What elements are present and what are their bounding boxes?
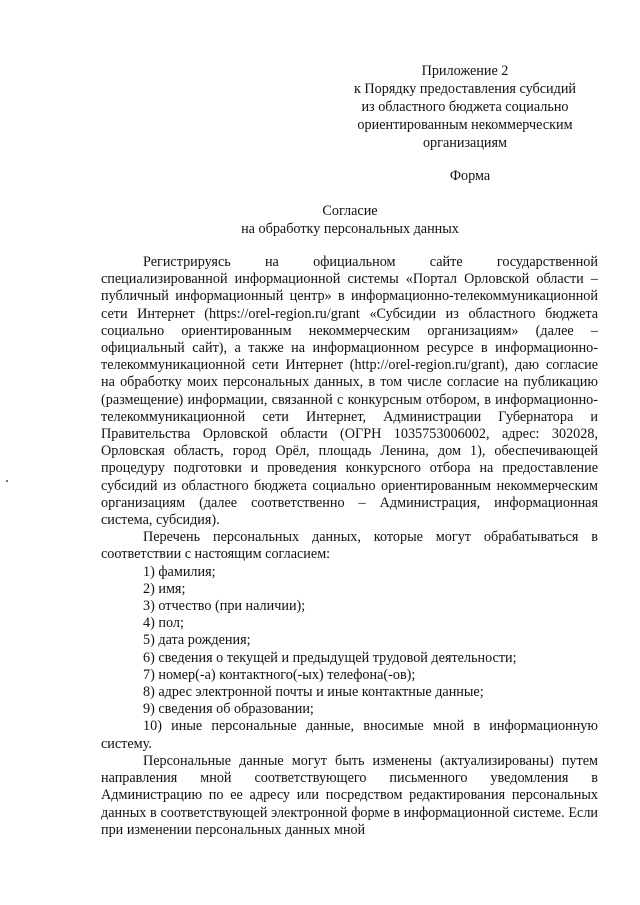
list-item: 8) адрес электронной почты и иные контактные данные;	[143, 684, 484, 701]
list-item: 10) иные персональные данные, вносимые мной в информационную систему.	[101, 718, 598, 752]
list-item: 1) фамилия;	[143, 563, 216, 580]
update-paragraph: Персональные данные могут быть изменены (актуализированы) путем направления мной соответствующего письменного уведомления в Администрацию по ее адресу или посредством редактирования персональных данных в соответствующей электронной форме в информационной системе. Если при изменении персональных данных мной	[101, 752, 598, 838]
appendix-title: Приложение 2	[421, 63, 509, 79]
consent-paragraph: Регистрируясь на официальном сайте государственной специализированной информационной системы «Портал Орловской области – публичный информационный центр» в информационно-телекоммуникационной сети Интернет (https://orel-region.ru/grant «Субсидии из областного бюджета социально ориентированным некоммерческим организациям» (далее – официальный сайт), а также на информационном ресурсе в информационно-телекоммуникационной сети Интернет (http://orel-region.ru/grant), даю согласие на обработку моих персональных данных, в том числе согласие на публикацию (размещение) информации, связанной с конкурсным отбором, в информационно-телекоммуникационной сети Интернет, Администрации Губернатора и Правительства Орловской области (ОГРН 1035753006002, адрес: 302028, Орловская область, город Орёл, площадь Ленина, дом 1), обеспечивающей процедуру подготовки и проведения конкурсного отбора на предоставление субсидий из областного бюджета социально ориентированным некоммерческим организациям (далее соответственно – Администрация, информационная система, субсидия).	[101, 254, 598, 529]
list-item: 5) дата рождения;	[143, 632, 251, 649]
document-body	[101, 254, 598, 839]
appendix-line: организациям	[422, 135, 508, 151]
title-line: Согласие	[322, 203, 378, 219]
list-item: 9) сведения об образовании;	[143, 701, 314, 718]
title-subline: на обработку персональных данных	[241, 221, 459, 237]
appendix-line: ориентированным некоммерческим	[357, 117, 573, 133]
list-item: 3) отчество (при наличии);	[143, 598, 306, 615]
personal-data-list	[101, 564, 598, 753]
list-item: 7) номер(-а) контактного(-ых) телефона(-ов);	[143, 666, 416, 683]
scan-mark	[6, 480, 8, 482]
list-item: 6) сведения о текущей и предыдущей трудовой деятельности;	[143, 649, 517, 666]
appendix-line: из областного бюджета социально	[361, 99, 569, 115]
list-item: 4) пол;	[143, 615, 184, 632]
document-title	[170, 202, 530, 238]
list-item: 2) имя;	[143, 580, 186, 597]
appendix-line: к Порядку предоставления субсидий	[353, 81, 577, 97]
form-label: Форма	[449, 168, 491, 184]
list-intro-paragraph: Перечень персональных данных, которые могут обрабатываться в соответствии с настоящим согласием:	[101, 529, 598, 563]
appendix-header	[330, 62, 600, 152]
